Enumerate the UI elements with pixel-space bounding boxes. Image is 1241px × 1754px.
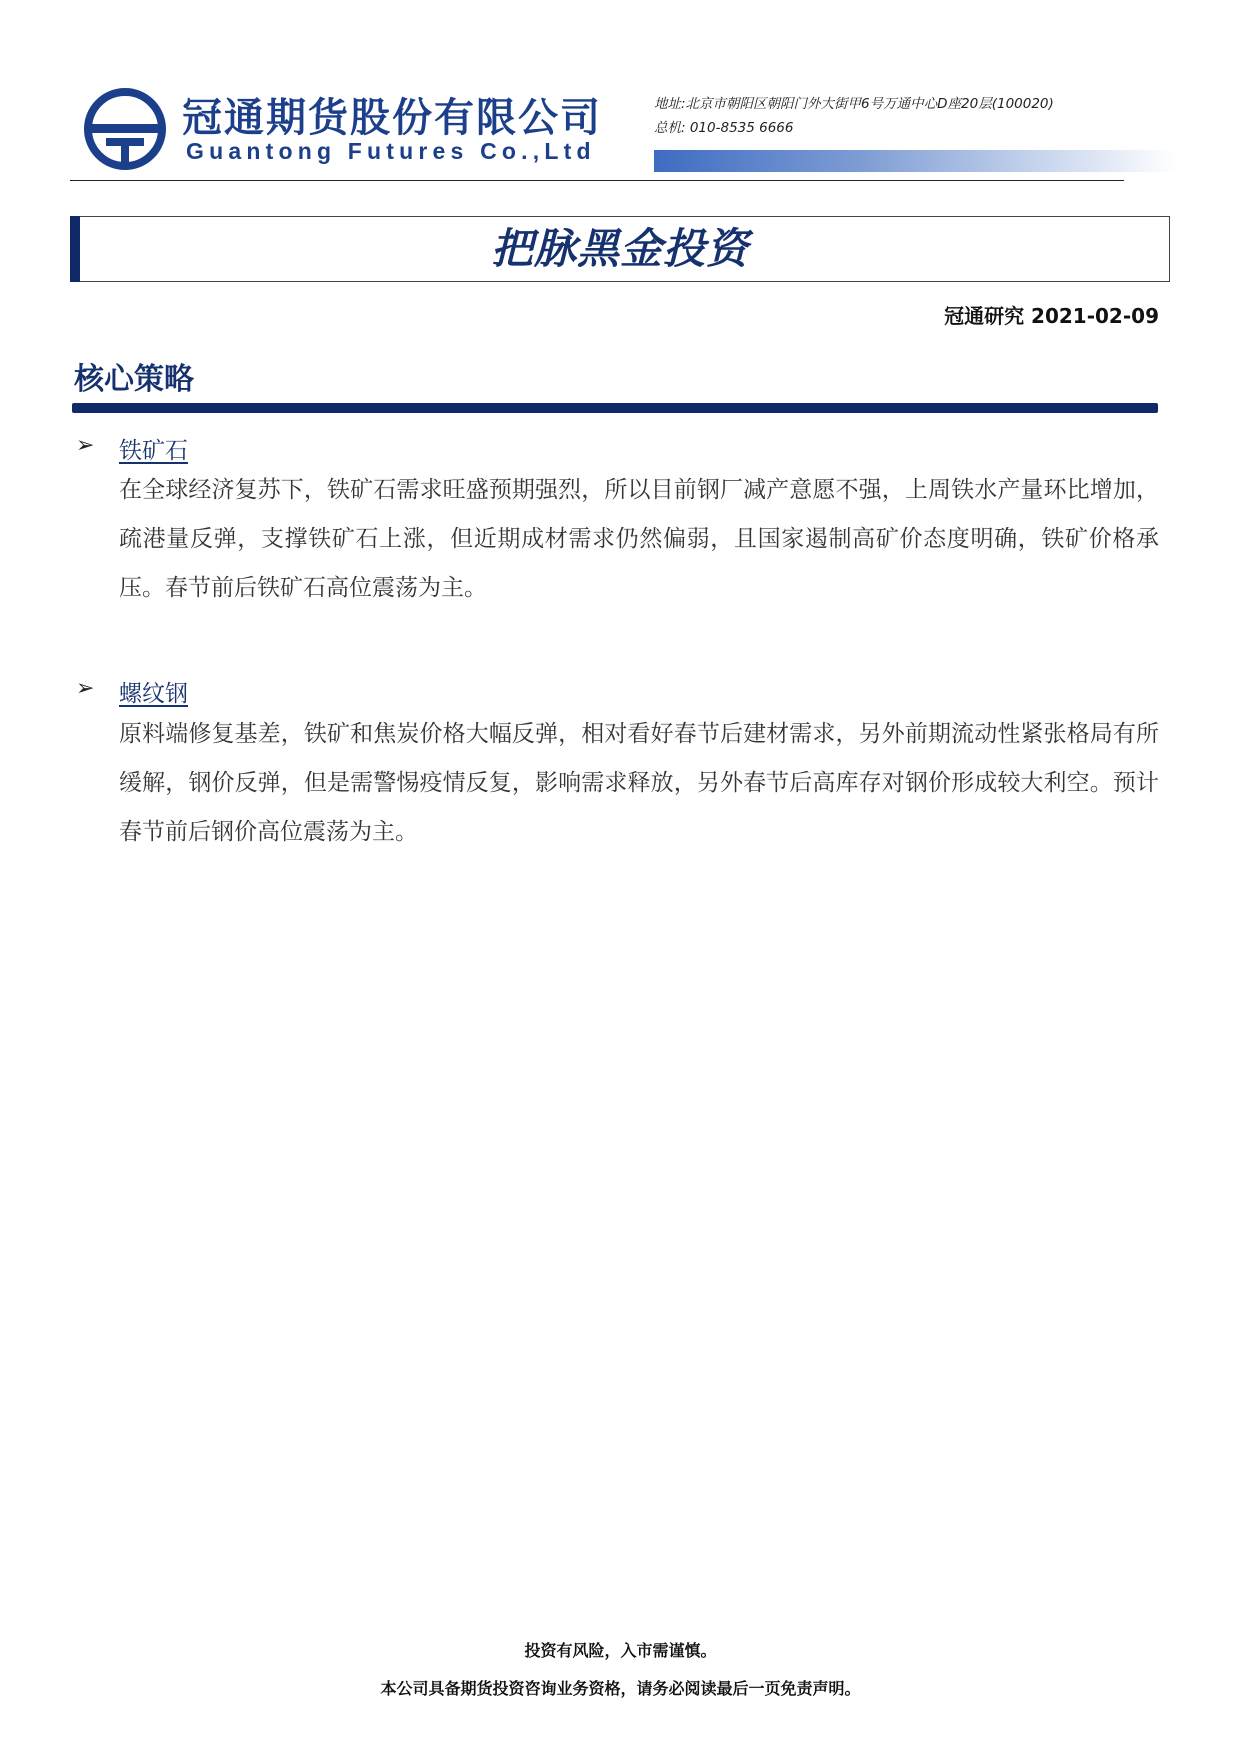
company-name-en: Guantong Futures Co.,Ltd [186,138,596,164]
item-body-iron-ore: 在全球经济复苏下，铁矿石需求旺盛预期强烈，所以目前钢厂减产意愿不强，上周铁水产量环比增加，疏港量反弹，支撑铁矿石上涨，但近期成材需求仍然偏弱，且国家遏制高矿价态度明确，铁矿价格承压。春节前后铁矿石高位震荡为主。 [119,477,1159,601]
item-heading-iron-ore: 铁矿石 [119,438,188,464]
header-gradient-bar [654,150,1176,172]
section-title: 核心策略 [74,362,194,397]
company-phone: 总机: 010-8535 6666 [654,120,794,136]
section-divider [72,403,1158,413]
company-address: 地址:北京市朝阳区朝阳门外大街甲6号万通中心D座20层(100020) [654,96,1054,112]
company-name-cn: 冠通期货股份有限公司 [182,95,602,141]
item-body-rebar: 原料端修复基差，铁矿和焦炭价格大幅反弹，相对看好春节后建材需求，另外前期流动性紧张格局有所缓解，钢价反弹，但是需警惕疫情反复，影响需求释放，另外春节后高库存对钢价形成较大利空。预计春节前后钢价高位震荡为主。 [119,721,1159,845]
header-divider [70,180,1124,181]
bullet-arrow-icon: ➢ [76,676,95,701]
footer-risk-warning: 投资有风险，入市需谨慎。 [524,1641,717,1660]
bullet-arrow-icon: ➢ [76,433,95,458]
item-heading-rebar: 螺纹钢 [119,681,188,707]
report-title: 把脉黑金投资 [490,224,749,273]
company-logo-icon [84,88,166,170]
report-byline: 冠通研究 2021-02-09 [944,304,1159,328]
company-contact [654,92,1054,140]
footer-disclaimer: 本公司具备期货投资咨询业务资格，请务必阅读最后一页免责声明。 [380,1679,861,1698]
